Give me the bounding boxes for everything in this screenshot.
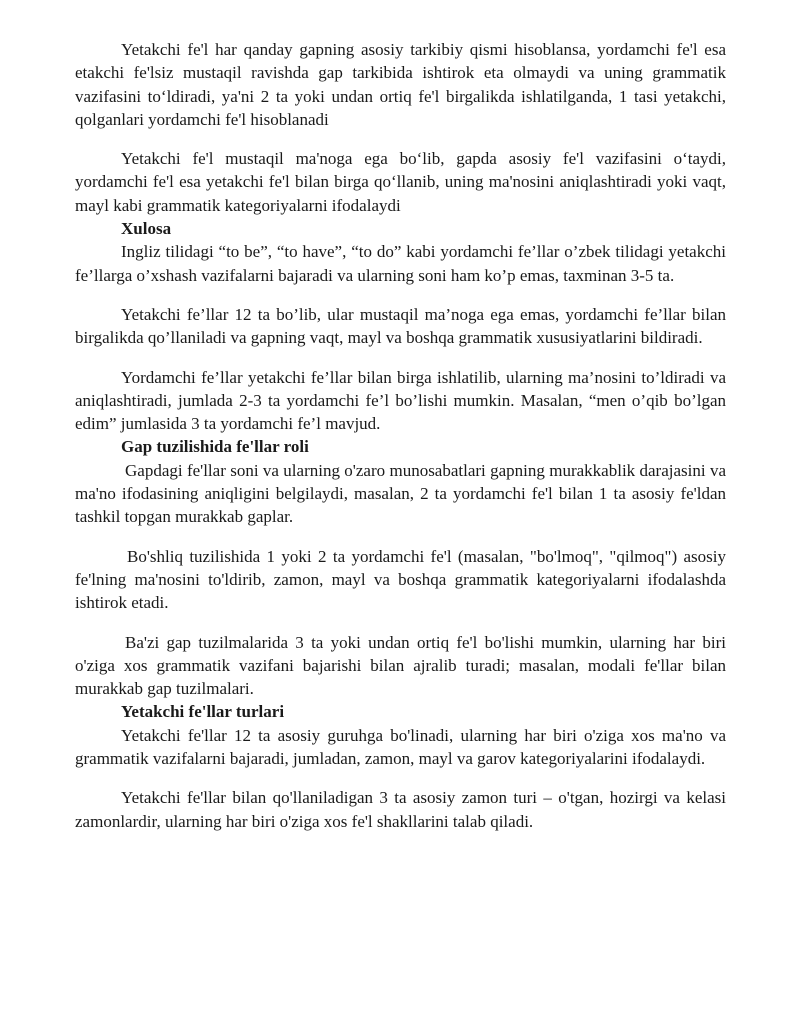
paragraph: Yetakchi fe'l har qanday gapning asosiy tarkibiy qismi hisoblansa, yordamchi fe'l esa etakchi fe'lsiz mustaqil ravishda gap tarkibida ishtirok eta olmaydi va uning grammatik vazifasini to‘ldiradi, ya'ni 2 ta yoki undan ortiq fe'l birgalikda ishlatilganda, 1 tasi yetakchi, qolganlari yordamchi fe'l hisoblanadi	[75, 40, 726, 129]
paragraph: Yetakchi fe’llar 12 ta bo’lib, ular mustaqil ma’noga ega emas, yordamchi fe’llar bilan birgalikda qo’llaniladi va gapning vaqt, mayl va boshqa grammatik xususiyatlarini bildiradi.	[75, 304, 726, 348]
paragraph: Yetakchi fe'llar 12 ta asosiy guruhga bo'linadi, ularning har biri o'ziga xos ma'no va grammatik vazifalarni bajaradi, jumladan, zamon, mayl va garov kategoriyalarini ifodalaydi.	[75, 725, 726, 769]
section-heading-xulosa: Xulosa	[121, 219, 172, 239]
section-heading-gap-tuzilishida: Gap tuzilishida fe'llar roli	[121, 437, 309, 457]
section-heading-yetakchi-turlari: Yetakchi fe'llar turlari	[121, 702, 285, 722]
paragraph: Yetakchi fe'l mustaqil ma'noga ega bo‘lib, gapda asosiy fe'l vazifasini o‘taydi, yordamchi fe'l esa yetakchi fe'l bilan birga qo‘llanib, uning ma'nosini aniqlashtiradi yoki vaqt, mayl kabi grammatik kategoriyalarni ifodalaydi	[75, 149, 726, 215]
paragraph: Yordamchi fe’llar yetakchi fe’llar bilan birga ishlatilib, ularning ma’nosini to’ldiradi va aniqlashtiradi, jumlada 2-3 ta yordamchi fe’l bo’lishi mumkin. Masalan, “men o’qib bo’lgan edim” jumlasida 3 ta yordamchi fe’l mavjud.	[75, 367, 726, 434]
paragraph: Ingliz tilidagi “to be”, “to have”, “to do” kabi yordamchi fe’llar o’zbek tilidagi yetakchi fe’llarga o’xshash vazifalarni bajaradi va ularning soni ham ko’p emas, taxminan 3-5 ta.	[75, 242, 726, 285]
paragraph: Yetakchi fe'llar bilan qo'llaniladigan 3 ta asosiy zamon turi – o'tgan, hozirgi va kelasi zamonlardir, ularning har biri o'ziga xos fe'l shakllarini talab qiladi.	[75, 788, 726, 831]
paragraph: Ba'zi gap tuzilmalarida 3 ta yoki undan ortiq fe'l bo'lishi mumkin, ularning har biri o'ziga xos grammatik vazifani bajarishi bilan ajralib turadi; masalan, modali fe'llar bilan murakkab gap tuzilmalari.	[75, 632, 726, 699]
paragraph: Gapdagi fe'llar soni va ularning o'zaro munosabatlari gapning murakkablik darajasini va ma'no ifodasining aniqligini belgilaydi, masalan, 2 ta yordamchi fe'l bilan 1 ta asosiy fe'ldan tashkil topgan murakkab gaplar.	[75, 460, 726, 527]
paragraph: Bo'shliq tuzilishida 1 yoki 2 ta yordamchi fe'l (masalan, "bo'lmoq", "qilmoq") asosiy fe'lning ma'nosini to'ldirib, zamon, mayl va boshqa grammatik kategoriyalarni ifodalashda ishtirok etadi.	[75, 546, 726, 613]
document-page	[75, 38, 726, 833]
